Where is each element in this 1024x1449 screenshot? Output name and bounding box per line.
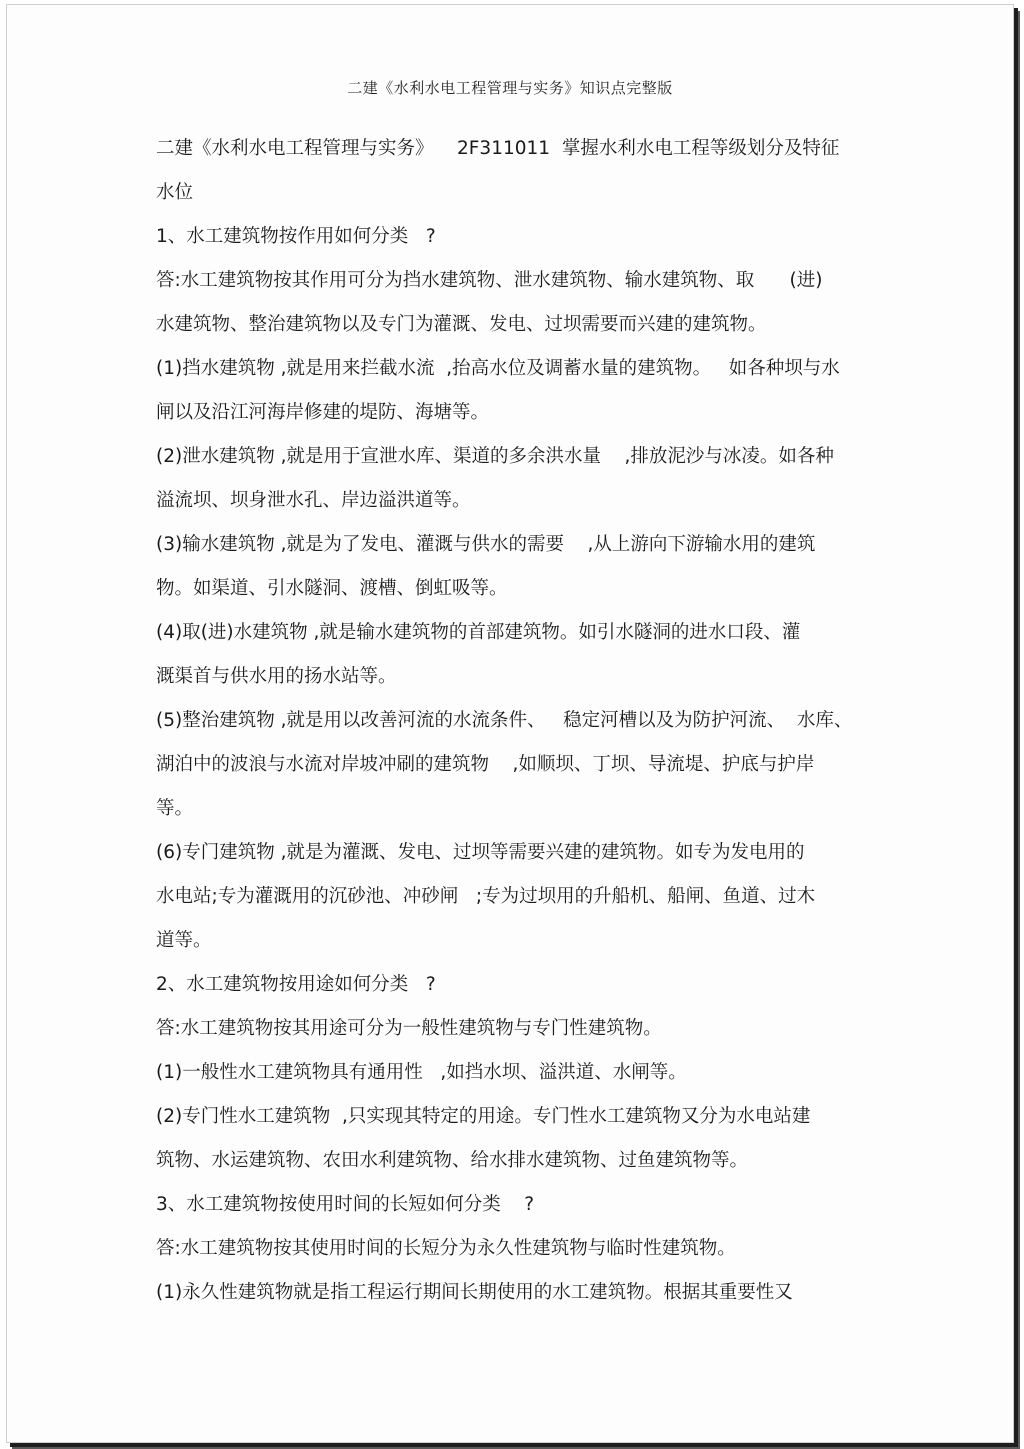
text-line: (3)输水建筑物 ,就是为了发电、灌溉与供水的需要 ,从上游向下游输水用的建筑	[156, 534, 816, 555]
text-line: 闸以及沿江河海岸修建的堤防、海塘等。	[156, 402, 490, 423]
text-line: 答:水工建筑物按其使用时间的长短分为永久性建筑物与临时性建筑物。	[156, 1238, 736, 1259]
text-line: (1)永久性建筑物就是指工程运行期间长期使用的水工建筑物。根据其重要性又	[156, 1282, 793, 1303]
text-line: (2)专门性水工建筑物 ,只实现其特定的用途。专门性水工建筑物又分为水电站建	[156, 1106, 811, 1127]
text-line: (4)取(进)水建筑物 ,就是输水建筑物的首部建筑物。如引水隧洞的进水口段、灌	[156, 622, 801, 643]
text-line: 答:水工建筑物按其作用可分为挡水建筑物、泄水建筑物、输水建筑物、取 (进)	[156, 270, 823, 291]
text-line: 水建筑物、整治建筑物以及专门为灌溉、发电、过坝需要而兴建的建筑物。	[156, 314, 767, 335]
text-line: 答:水工建筑物按其用途可分为一般性建筑物与专门性建筑物。	[156, 1018, 662, 1039]
text-line: 筑物、水运建筑物、农田水利建筑物、给水排水建筑物、过鱼建筑物等。	[156, 1150, 749, 1171]
text-line: 水电站;专为灌溉用的沉砂池、冲砂闸 ;专为过坝用的升船机、船闸、鱼道、过木	[156, 886, 816, 907]
text-line: 等。	[156, 798, 194, 819]
text-line: (5)整治建筑物 ,就是用以改善河流的水流条件、 稳定河槽以及为防护河流、 水库、	[156, 710, 853, 731]
text-line: 溉渠首与供水用的扬水站等。	[156, 666, 397, 687]
text-line: (1)挡水建筑物 ,就是用来拦截水流 ,抬高水位及调蓄水量的建筑物。 如各种坝与水	[156, 358, 840, 379]
text-line: (6)专门建筑物 ,就是为灌溉、发电、过坝等需要兴建的建筑物。如专为发电用的	[156, 842, 805, 863]
text-line: 水位	[156, 182, 194, 203]
question-3: 3、水工建筑物按使用时间的长短如何分类 ?	[156, 1194, 535, 1215]
text-line: 溢流坝、坝身泄水孔、岸边溢洪道等。	[156, 490, 471, 511]
text-line: 二建《水利水电工程管理与实务》 2F311011 掌握水利水电工程等级划分及特征	[156, 138, 840, 159]
document-page	[6, 4, 1014, 1443]
body-text	[156, 127, 876, 1315]
text-line: (1)一般性水工建筑物具有通用性 ,如挡水坝、溢洪道、水闸等。	[156, 1062, 687, 1083]
text-line: 道等。	[156, 930, 212, 951]
question-2: 2、水工建筑物按用途如何分类 ?	[156, 974, 436, 995]
question-1: 1、水工建筑物按作用如何分类 ?	[156, 226, 436, 247]
text-line: 湖泊中的波浪与水流对岸坡冲刷的建筑物 ,如顺坝、丁坝、导流堤、护底与护岸	[156, 754, 815, 775]
running-header: 二建《水利水电工程管理与实务》知识点完整版	[347, 79, 673, 97]
text-line: 物。如渠道、引水隧洞、渡槽、倒虹吸等。	[156, 578, 508, 599]
text-line: (2)泄水建筑物 ,就是用于宣泄水库、渠道的多余洪水量 ,排放泥沙与冰凌。如各种	[156, 446, 834, 467]
